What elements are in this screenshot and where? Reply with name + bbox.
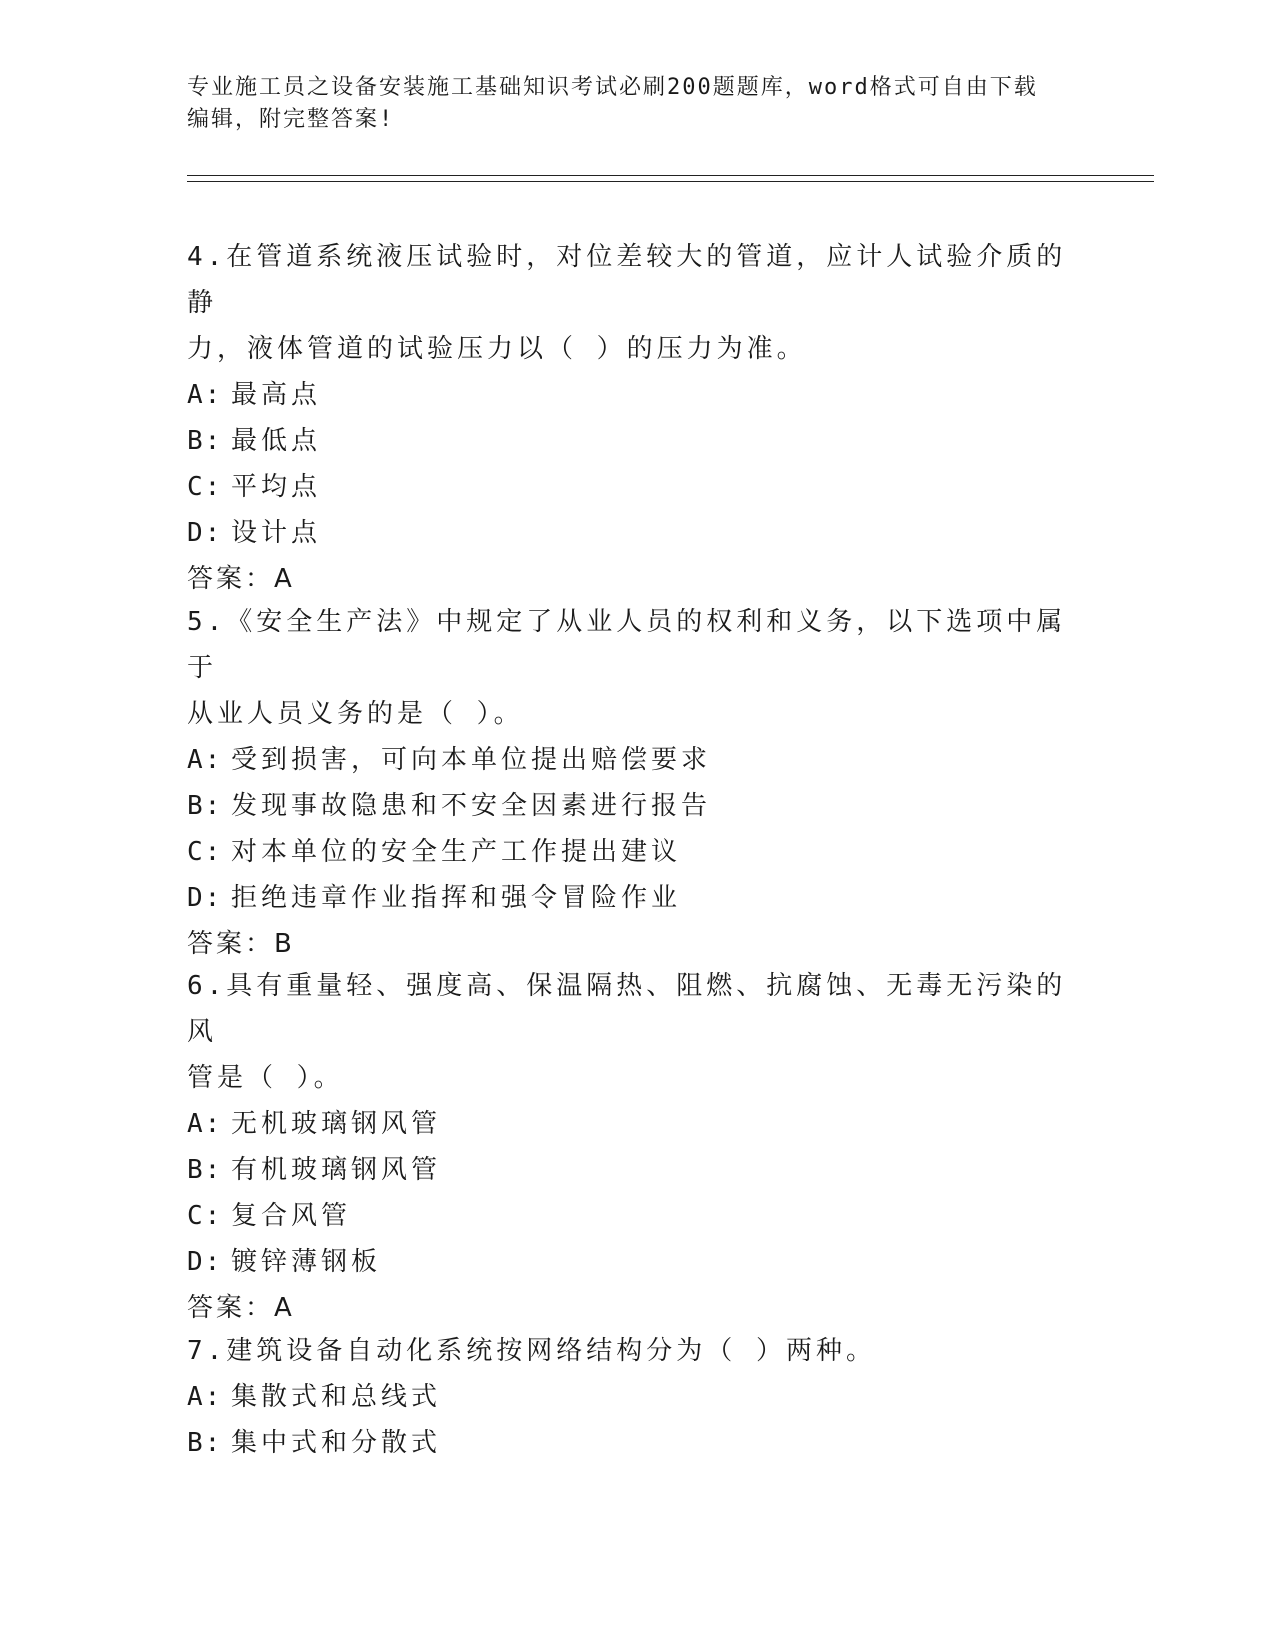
header-line-2: 编辑，附完整答案! <box>187 107 395 132</box>
document-header <box>187 72 1087 136</box>
option-text: 对本单位的安全生产工作提出建议 <box>231 837 682 867</box>
option-c <box>187 1193 1067 1239</box>
option-letter: D: <box>187 1247 223 1277</box>
option-b <box>187 418 1067 464</box>
question-stem-line-1: 6.具有重量轻、强度高、保温隔热、阻燃、抗腐蚀、无毒无污染的风 <box>187 971 1067 1047</box>
question-stem-line-2: 力，液体管道的试验压力以（ ）的压力为准。 <box>187 334 807 364</box>
option-b <box>187 783 1067 829</box>
option-text: 拒绝违章作业指挥和强令冒险作业 <box>231 883 682 913</box>
option-text: 受到损害，可向本单位提出赔偿要求 <box>231 745 712 775</box>
option-text: 平均点 <box>231 472 322 502</box>
option-a <box>187 1101 1067 1147</box>
question-4 <box>187 234 1067 602</box>
question-stem <box>187 963 1067 1101</box>
option-text: 有机玻璃钢风管 <box>231 1155 442 1185</box>
answer: 答案：A <box>187 564 295 594</box>
option-d <box>187 510 1067 556</box>
option-text: 复合风管 <box>231 1201 352 1231</box>
option-b <box>187 1420 1067 1466</box>
option-letter: C: <box>187 837 223 867</box>
option-a <box>187 372 1067 418</box>
option-letter: B: <box>187 426 223 456</box>
question-stem-line-2: 管是（ ）。 <box>187 1063 344 1093</box>
option-letter: D: <box>187 883 223 913</box>
option-c <box>187 464 1067 510</box>
header-divider-bottom <box>187 181 1154 182</box>
option-c <box>187 829 1067 875</box>
option-text: 无机玻璃钢风管 <box>231 1109 442 1139</box>
option-text: 最低点 <box>231 426 322 456</box>
header-line-1: 专业施工员之设备安装施工基础知识考试必刷200题题库，word格式可自由下载 <box>187 75 1038 100</box>
option-text: 镀锌薄钢板 <box>231 1247 382 1277</box>
answer: 答案：A <box>187 1293 295 1323</box>
question-5 <box>187 599 1067 967</box>
option-text: 设计点 <box>231 518 322 548</box>
question-stem <box>187 599 1067 737</box>
question-stem-line-1: 5.《安全生产法》中规定了从业人员的权利和义务，以下选项中属于 <box>187 607 1067 683</box>
option-letter: D: <box>187 518 223 548</box>
answer: 答案：B <box>187 929 295 959</box>
question-stem-line-1: 7.建筑设备自动化系统按网络结构分为（ ）两种。 <box>187 1336 876 1366</box>
question-7 <box>187 1328 1067 1466</box>
option-a <box>187 737 1067 783</box>
header-divider-top <box>187 175 1154 176</box>
option-letter: A: <box>187 745 223 775</box>
question-stem <box>187 1328 1067 1374</box>
option-letter: A: <box>187 1109 223 1139</box>
option-text: 集散式和总线式 <box>231 1382 442 1412</box>
option-text: 最高点 <box>231 380 322 410</box>
option-letter: B: <box>187 1428 223 1458</box>
question-stem-line-2: 从业人员义务的是（ ）。 <box>187 699 524 729</box>
option-d <box>187 1239 1067 1285</box>
question-stem-line-1: 4.在管道系统液压试验时，对位差较大的管道，应计人试验介质的静 <box>187 242 1067 318</box>
option-letter: C: <box>187 472 223 502</box>
option-letter: B: <box>187 1155 223 1185</box>
option-text: 集中式和分散式 <box>231 1428 442 1458</box>
option-d <box>187 875 1067 921</box>
option-text: 发现事故隐患和不安全因素进行报告 <box>231 791 712 821</box>
option-letter: A: <box>187 1382 223 1412</box>
question-stem <box>187 234 1067 372</box>
option-letter: A: <box>187 380 223 410</box>
question-6 <box>187 963 1067 1331</box>
option-b <box>187 1147 1067 1193</box>
option-letter: C: <box>187 1201 223 1231</box>
option-letter: B: <box>187 791 223 821</box>
option-a <box>187 1374 1067 1420</box>
